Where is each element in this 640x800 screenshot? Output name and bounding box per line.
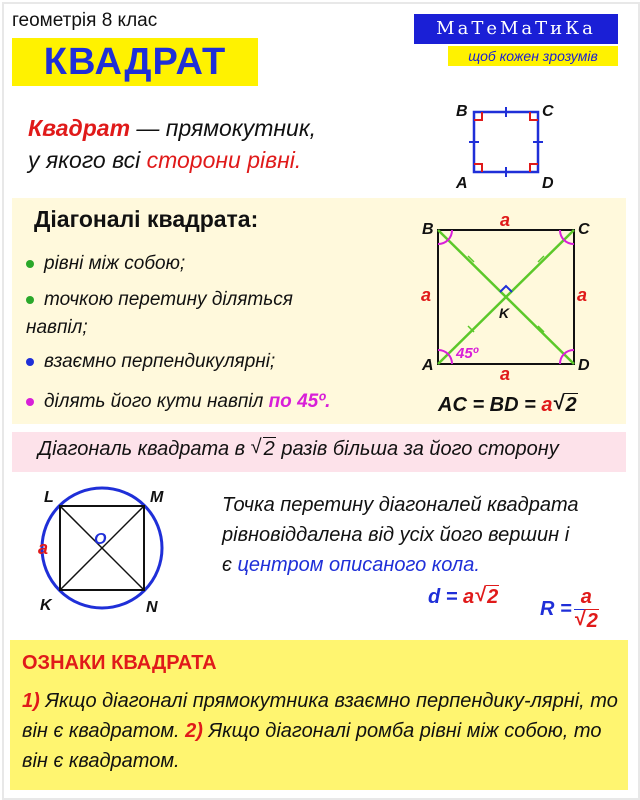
big-square-figure bbox=[418, 208, 608, 383]
property-equal: рівні між собою; bbox=[26, 250, 185, 278]
center-K-label: K bbox=[499, 305, 510, 321]
small-square bbox=[474, 112, 538, 172]
vertex-M-label: M bbox=[150, 489, 164, 506]
formula-diameter: d = a √ 2 bbox=[428, 584, 499, 608]
page-title: КВАДРАТ bbox=[43, 41, 227, 83]
side-label-a: a bbox=[38, 538, 49, 558]
vertex-D-label: D bbox=[542, 175, 554, 192]
brand-logo: МаТеМаТиКа bbox=[414, 14, 618, 44]
center-O-label: O bbox=[94, 531, 107, 548]
formula-radius: R = a √ 2 bbox=[540, 586, 598, 632]
vertex-D-label: D bbox=[578, 357, 590, 374]
circumscribed-circle-figure bbox=[30, 484, 180, 618]
signs-text: 1) Якщо діагоналі прямокутника взаємно перпендику-лярні, то він є квадратом. 2) Якщо діагоналі ромба рівні між собою, то він є квадратом. bbox=[22, 690, 618, 772]
angle-45-label: 45º bbox=[456, 345, 479, 362]
vertex-L-label: L bbox=[44, 489, 54, 506]
side-label-left: a bbox=[421, 285, 432, 305]
bullet-dot bbox=[26, 358, 34, 366]
bullet-dot bbox=[26, 296, 34, 304]
sqrt-2: √ 2 bbox=[552, 392, 577, 416]
bullet-dot bbox=[26, 398, 34, 406]
vertex-C-label: C bbox=[578, 221, 590, 238]
diagonals-title: Діагоналі квадрата: bbox=[34, 206, 259, 232]
vertex-B-label: B bbox=[422, 221, 434, 238]
vertex-C-label: C bbox=[542, 103, 554, 120]
diagonal-ratio-text: Діагональ квадрата в √ 2 разів більша за його сторону bbox=[38, 436, 559, 460]
vertex-B-label: B bbox=[456, 103, 468, 120]
property-bisect: точкою перетину діляться навпіл; bbox=[26, 289, 293, 338]
definition bbox=[28, 112, 316, 176]
formula-diagonals-equal: AC = BD = a √ 2 bbox=[438, 392, 577, 416]
small-square-figure bbox=[450, 96, 570, 196]
grade-label: геометрія 8 клас bbox=[12, 10, 158, 31]
side-label-right: a bbox=[577, 285, 588, 305]
vertex-A-label: A bbox=[456, 175, 468, 192]
sqrt-2: √ 2 bbox=[474, 584, 499, 608]
signs-title: ОЗНАКИ КВАДРАТА bbox=[22, 652, 217, 674]
bullet-dot bbox=[26, 260, 34, 268]
property-angles: ділять його кути навпіл по 45º. bbox=[26, 388, 330, 416]
definition-rest: — прямокутник, bbox=[130, 115, 317, 141]
sqrt-2: √ 2 bbox=[573, 608, 598, 632]
radius-fraction: a √ 2 bbox=[573, 586, 598, 632]
sqrt-2: √ 2 bbox=[250, 436, 275, 460]
side-label-bottom: a bbox=[500, 364, 511, 383]
definition-term: Квадрат bbox=[28, 115, 131, 141]
vertex-N-label: N bbox=[146, 599, 158, 616]
center-property-text: Точка перетину діагоналей квадрата рівновіддалена від усіх його вершин і є центром описаного кола. bbox=[222, 494, 579, 576]
definition-line2: у якого всі bbox=[28, 147, 147, 173]
brand-subtitle: щоб кожен зрозумів bbox=[448, 46, 618, 66]
right-angle-mark bbox=[500, 286, 512, 292]
definition-highlight: сторони рівні. bbox=[146, 147, 302, 173]
side-ticks bbox=[469, 107, 543, 177]
title-box bbox=[12, 38, 258, 86]
right-angle-marks bbox=[474, 112, 538, 172]
property-perpendicular: взаємно перпендикулярні; bbox=[26, 348, 275, 376]
vertex-A-label: A bbox=[422, 357, 434, 374]
vertex-K-label: K bbox=[40, 597, 52, 614]
side-label-top: a bbox=[500, 210, 511, 230]
